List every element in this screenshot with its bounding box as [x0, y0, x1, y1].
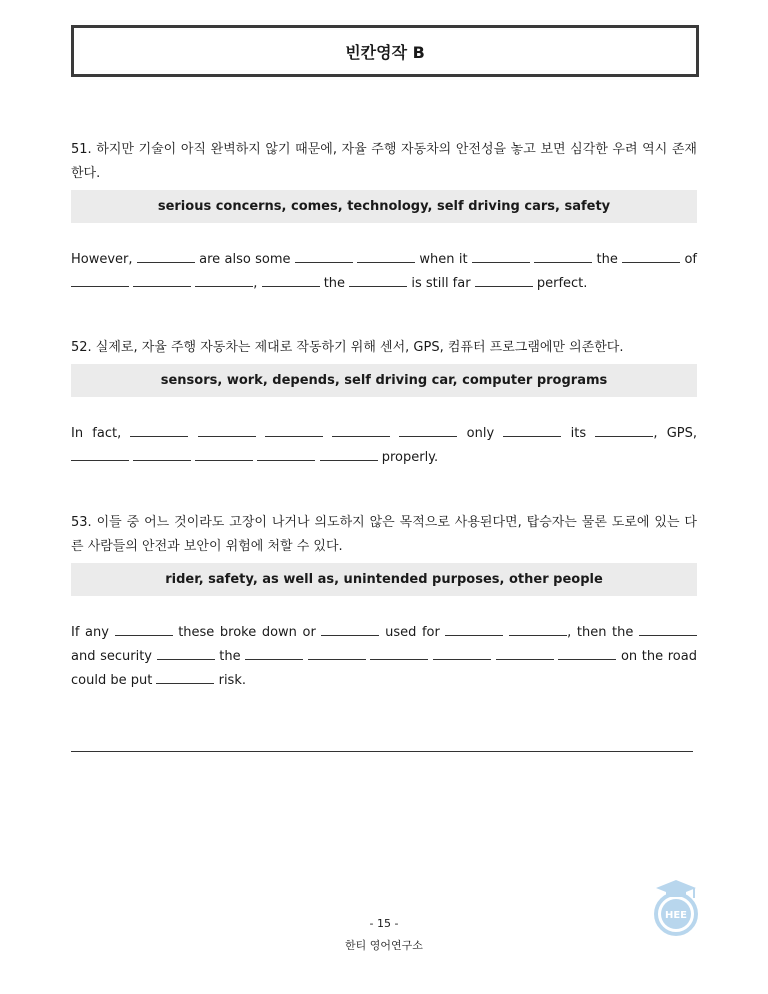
blank[interactable] — [534, 248, 592, 263]
blank[interactable] — [245, 645, 303, 660]
blank[interactable] — [475, 272, 533, 287]
word-bank: rider, safety, as well as, unintended purposes, other people — [71, 563, 697, 596]
blank[interactable] — [332, 422, 390, 437]
blank[interactable] — [157, 645, 215, 660]
blank[interactable] — [445, 621, 503, 636]
blank[interactable] — [115, 621, 173, 636]
blank[interactable] — [595, 422, 653, 437]
blank[interactable] — [71, 272, 129, 287]
blank[interactable] — [198, 422, 256, 437]
page-number: - 15 - — [369, 917, 399, 930]
word-bank: sensors, work, depends, self driving car, computer programs — [71, 364, 697, 397]
answer-sentence: In fact, only its , GPS, properly. — [71, 422, 697, 470]
blank[interactable] — [503, 422, 561, 437]
blank[interactable] — [133, 446, 191, 461]
publisher-name: 한티 영어연구소 — [345, 939, 423, 952]
blank[interactable] — [370, 645, 428, 660]
blank[interactable] — [295, 248, 353, 263]
blank[interactable] — [399, 422, 457, 437]
blank[interactable] — [558, 645, 616, 660]
blank[interactable] — [433, 645, 491, 660]
question-53 — [71, 511, 697, 693]
blank[interactable] — [639, 621, 697, 636]
question-52 — [71, 336, 697, 470]
blank[interactable] — [133, 272, 191, 287]
answer-sentence: However, are also some when it the of , the is still far perfect. — [71, 248, 697, 296]
blank[interactable] — [265, 422, 323, 437]
question-prompt: 51. 하지만 기술이 아직 완벽하지 않기 때문에, 자율 주행 자동차의 안전성을 놓고 보면 심각한 우려 역시 존재한다. — [71, 142, 697, 181]
blank[interactable] — [472, 248, 530, 263]
page-title: 빈칸영작 B — [345, 42, 425, 62]
hee-logo-icon — [650, 878, 702, 938]
blank[interactable] — [71, 446, 129, 461]
answer-sentence: If any these broke down or used for , then the and security the on the road could be put risk. — [71, 621, 697, 693]
blank[interactable] — [195, 446, 253, 461]
blank[interactable] — [308, 645, 366, 660]
question-prompt: 53. 이들 중 어느 것이라도 고장이 나거나 의도하지 않은 목적으로 사용된다면, 탑승자는 물론 도로에 있는 다른 사람들의 안전과 보안이 위험에 처할 수 있다. — [71, 515, 697, 554]
blank[interactable] — [130, 422, 188, 437]
answer-line[interactable] — [71, 751, 693, 752]
blank[interactable] — [321, 621, 379, 636]
blank[interactable] — [622, 248, 680, 263]
logo-text: HEE — [664, 910, 688, 921]
blank[interactable] — [137, 248, 195, 263]
blank[interactable] — [156, 669, 214, 684]
blank[interactable] — [257, 446, 315, 461]
question-prompt: 52. 실제로, 자율 주행 자동차는 제대로 작동하기 위해 센서, GPS, 컴퓨터 프로그램에만 의존한다. — [71, 340, 624, 355]
question-51 — [71, 138, 697, 296]
word-bank: serious concerns, comes, technology, self driving cars, safety — [71, 190, 697, 223]
blank[interactable] — [262, 272, 320, 287]
blank[interactable] — [195, 272, 253, 287]
blank[interactable] — [357, 248, 415, 263]
blank[interactable] — [320, 446, 378, 461]
blank[interactable] — [509, 621, 567, 636]
blank[interactable] — [349, 272, 407, 287]
page-title-box — [71, 25, 699, 77]
blank[interactable] — [496, 645, 554, 660]
